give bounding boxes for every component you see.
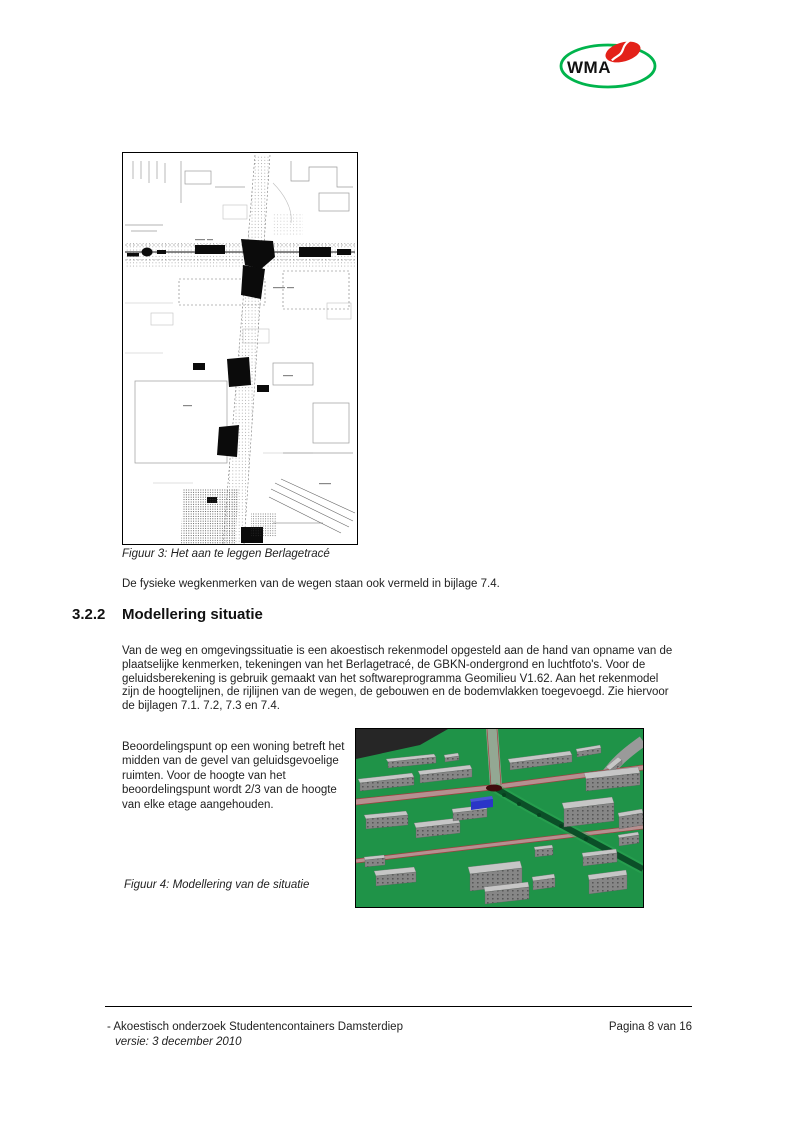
section-title: Modellering situatie bbox=[122, 606, 263, 623]
figure3-map-image bbox=[122, 152, 358, 545]
figure4-model-image bbox=[355, 728, 644, 908]
model-3d-icon bbox=[356, 729, 643, 907]
map-drawing-icon bbox=[123, 153, 357, 544]
model-junction-marker bbox=[486, 785, 502, 792]
wma-logo bbox=[558, 36, 662, 94]
footer-page-number: Pagina 8 van 16 bbox=[608, 1021, 692, 1033]
footer-divider bbox=[105, 1006, 692, 1007]
body-paragraph: Van de weg en omgevingssituatie is een akoestisch rekenmodel opgesteld aan de hand van opname van de plaatselijke kenmerken, tekeningen van het Berlagetracé, de GBKN-ondergrond en luchtfoto's. Voor de geluidsberekening is gebruik gemaakt van het softwareprogramma Geomilieu V1.62. Aan het rekenmodel zijn de hoogtelijnen, de rijlijnen van de wegen, de gebouwen en de bodemvlakken toegevoegd. Zie hiervoor de bijlagen 7.1. 7.2, 7.3 en 7.4. bbox=[122, 645, 673, 713]
intro-paragraph: De fysieke wegkenmerken van de wegen staan ook vermeld in bijlage 7.4. bbox=[122, 578, 500, 590]
wma-logo-icon bbox=[558, 36, 662, 94]
footer-version: versie: 3 december 2010 bbox=[115, 1036, 242, 1048]
logo-wma-label: WMA bbox=[567, 58, 611, 77]
side-paragraph: Beoordelingspunt op een woning betreft het midden van de gevel van geluidsgevoelige ruimten. Voor de hoogte van het beoordelingspunt wordt 2/3 van de hoogte van elke etage aangehouden. bbox=[122, 741, 345, 811]
figure4-caption: Figuur 4: Modellering van de situatie bbox=[124, 879, 310, 891]
footer-report-title: - Akoestisch onderzoek Studentencontainers Damsterdiep bbox=[107, 1021, 403, 1033]
figure3-caption: Figuur 3: Het aan te leggen Berlagetracé bbox=[122, 548, 330, 560]
section-number: 3.2.2 bbox=[72, 606, 106, 623]
